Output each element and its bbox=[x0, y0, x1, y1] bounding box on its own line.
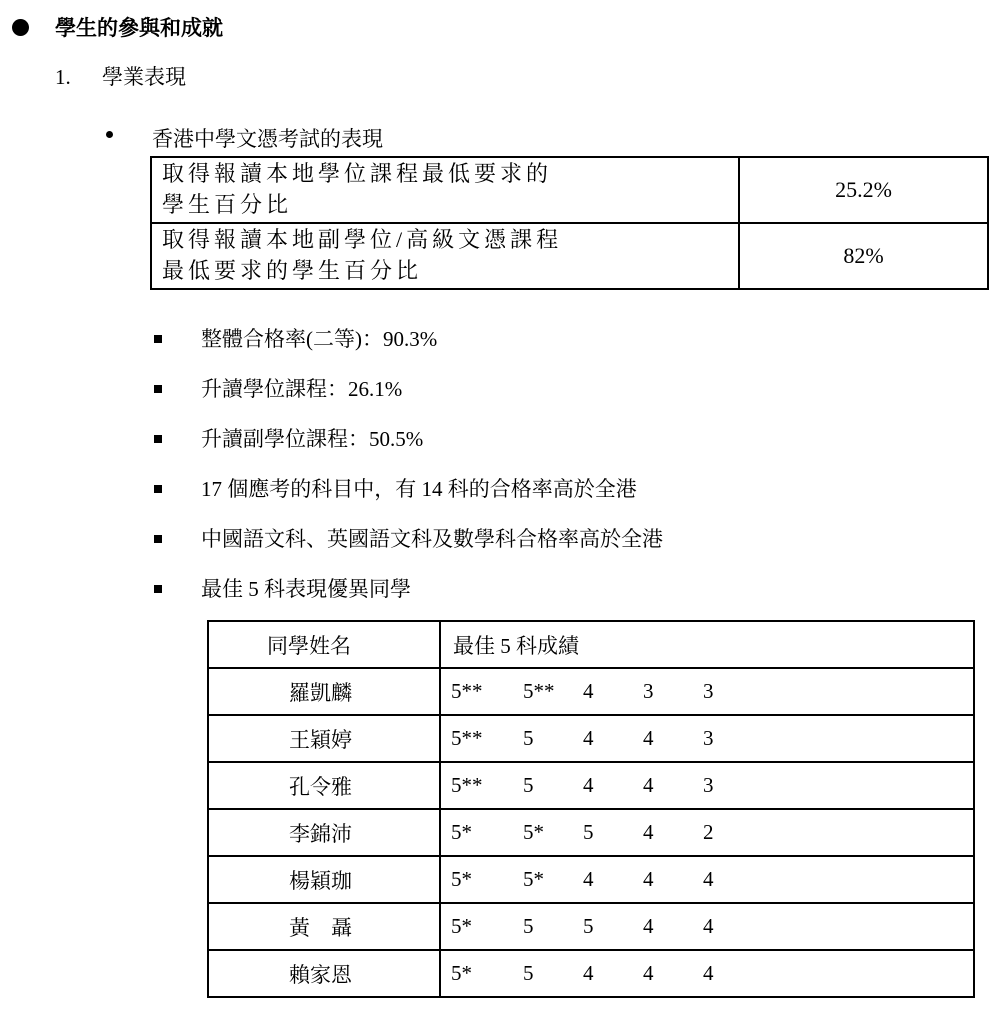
subject-grade: 4 bbox=[583, 773, 594, 797]
dse-row-value: 25.2% bbox=[739, 157, 988, 223]
square-bullet-icon bbox=[154, 435, 162, 443]
student-name: 黃 聶 bbox=[289, 915, 352, 940]
student-name-cell bbox=[208, 856, 440, 903]
square-bullet-icon bbox=[154, 385, 162, 393]
student-grades-cell bbox=[440, 668, 974, 715]
subject-grade: 3 bbox=[703, 773, 714, 797]
student-name-cell bbox=[208, 950, 440, 997]
table-row bbox=[208, 903, 974, 950]
table-row bbox=[151, 157, 988, 223]
dse-label: 香港中學文憑考試的表現 bbox=[152, 127, 383, 151]
stat-item: 升讀學位課程：26.1% bbox=[201, 377, 403, 401]
student-grades-cell bbox=[440, 762, 974, 809]
subject-grade: 5** bbox=[523, 679, 555, 703]
subject-grade: 4 bbox=[703, 961, 714, 985]
square-bullet-icon bbox=[154, 335, 162, 343]
subject-grade: 5 bbox=[523, 961, 534, 985]
dse-results-table bbox=[150, 156, 989, 290]
subject-grade: 4 bbox=[583, 726, 594, 750]
subject-grade: 4 bbox=[643, 773, 654, 797]
subject-grade: 4 bbox=[703, 867, 714, 891]
table-row bbox=[208, 856, 974, 903]
subject-grade: 2 bbox=[703, 820, 714, 844]
table-row bbox=[208, 809, 974, 856]
subject-grade: 5 bbox=[583, 914, 594, 938]
student-name: 羅凱麟 bbox=[289, 680, 352, 705]
subject-grade: 3 bbox=[703, 679, 714, 703]
dse-row-label-line: 最低要求的學生百分比 bbox=[162, 258, 423, 283]
header-name bbox=[208, 621, 440, 668]
subject-grade: 5* bbox=[451, 820, 472, 844]
dse-bullet-icon bbox=[106, 131, 113, 138]
student-grades-cell bbox=[440, 856, 974, 903]
table-row bbox=[208, 668, 974, 715]
square-bullet-icon bbox=[154, 535, 162, 543]
item-title: 學業表現 bbox=[102, 65, 186, 89]
subject-grade: 4 bbox=[643, 961, 654, 985]
subject-grade: 5** bbox=[451, 726, 483, 750]
header-name-label: 同學姓名 bbox=[267, 633, 351, 658]
dse-row-label bbox=[151, 157, 739, 223]
student-grades-cell bbox=[440, 809, 974, 856]
subject-grade: 5 bbox=[523, 726, 534, 750]
subject-grade: 5* bbox=[451, 961, 472, 985]
subject-grade: 5** bbox=[451, 679, 483, 703]
subject-grade: 3 bbox=[643, 679, 654, 703]
subject-grade: 4 bbox=[643, 726, 654, 750]
section-bullet-icon bbox=[12, 19, 29, 36]
student-name-cell bbox=[208, 903, 440, 950]
subject-grade: 4 bbox=[643, 867, 654, 891]
student-name: 賴家恩 bbox=[289, 962, 352, 987]
stat-item: 整體合格率(二等)：90.3% bbox=[201, 327, 438, 351]
student-grades-cell bbox=[440, 715, 974, 762]
dse-row-label-line: 取得報讀本地學位課程最低要求的 bbox=[162, 161, 553, 186]
student-name: 楊穎珈 bbox=[289, 868, 352, 893]
table-row bbox=[208, 762, 974, 809]
item-number: 1. bbox=[55, 65, 71, 89]
student-name-cell bbox=[208, 809, 440, 856]
subject-grade: 4 bbox=[703, 914, 714, 938]
subject-grade: 4 bbox=[643, 820, 654, 844]
subject-grade: 3 bbox=[703, 726, 714, 750]
student-name-cell bbox=[208, 668, 440, 715]
student-name: 王穎婷 bbox=[289, 727, 352, 752]
table-row bbox=[208, 950, 974, 997]
subject-grade: 5* bbox=[523, 867, 544, 891]
stat-item: 17 個應考的科目中，有 14 科的合格率高於全港 bbox=[201, 477, 637, 501]
subject-grade: 5** bbox=[451, 773, 483, 797]
table-row bbox=[151, 223, 988, 289]
subject-grade: 4 bbox=[583, 679, 594, 703]
student-name-cell bbox=[208, 715, 440, 762]
section-title: 學生的參與和成就 bbox=[55, 16, 223, 40]
subject-grade: 5 bbox=[523, 773, 534, 797]
dse-row-value: 82% bbox=[739, 223, 988, 289]
student-grades-cell bbox=[440, 950, 974, 997]
student-name: 李錦沛 bbox=[289, 821, 352, 846]
subject-grade: 4 bbox=[583, 867, 594, 891]
dse-row-label bbox=[151, 223, 739, 289]
square-bullet-icon bbox=[154, 485, 162, 493]
subject-grade: 5* bbox=[451, 914, 472, 938]
subject-grade: 5 bbox=[583, 820, 594, 844]
student-name-cell bbox=[208, 762, 440, 809]
subject-grade: 4 bbox=[643, 914, 654, 938]
top-students-table bbox=[207, 620, 975, 998]
subject-grade: 5 bbox=[523, 914, 534, 938]
header-grades-label: 最佳 5 科成績 bbox=[453, 633, 579, 658]
table-header-row bbox=[208, 621, 974, 668]
subject-grade: 5* bbox=[523, 820, 544, 844]
dse-row-label-line: 學生百分比 bbox=[162, 192, 293, 217]
table-row bbox=[208, 715, 974, 762]
student-name: 孔令雅 bbox=[289, 774, 352, 799]
student-grades-cell bbox=[440, 903, 974, 950]
header-grades bbox=[440, 621, 974, 668]
square-bullet-icon bbox=[154, 585, 162, 593]
subject-grade: 5* bbox=[451, 867, 472, 891]
dse-row-label-line: 取得報讀本地副學位/高級文憑課程 bbox=[162, 227, 563, 252]
stat-item: 升讀副學位課程：50.5% bbox=[201, 427, 424, 451]
stat-item: 中國語文科、英國語文科及數學科合格率高於全港 bbox=[201, 527, 663, 551]
subject-grade: 4 bbox=[583, 961, 594, 985]
stat-item: 最佳 5 科表現優異同學 bbox=[201, 577, 411, 601]
